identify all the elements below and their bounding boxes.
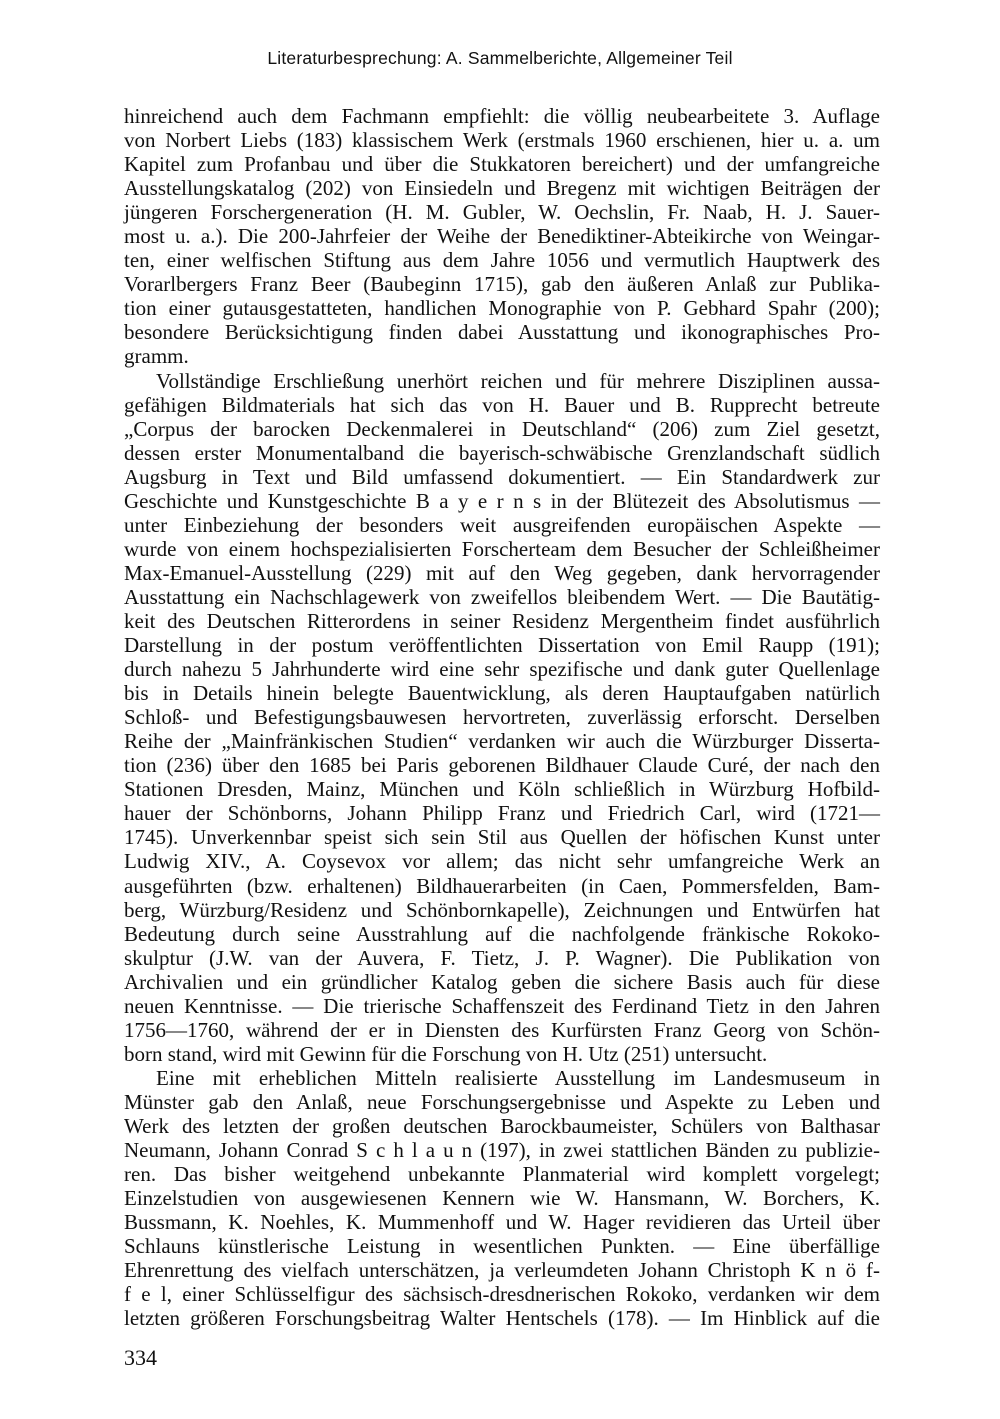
text-line: Schlauns künstlerische Leistung in wesentlichen Punkten. — Eine überfällige <box>124 1234 880 1259</box>
text-line: bis in Details hinein belegte Bauentwicklung, als deren Hauptaufgaben natürlich <box>124 681 880 706</box>
text-line: most u. a.). Die 200-Jahrfeier der Weihe der Benediktiner-Abteikirche von Weingar- <box>124 224 880 249</box>
text-line: Vollständige Erschließung unerhört reichen und für mehrere Disziplinen aussa- <box>156 368 880 393</box>
paragraph <box>124 104 880 369</box>
text-line: Reihe der „Mainfränkischen Studien“ verdanken wir auch die Würzburger Disserta- <box>124 729 880 754</box>
text-line: Vorarlbergers Franz Beer (Baubeginn 1715), gab den äußeren Anlaß zur Publika- <box>124 272 880 297</box>
text-line: Bedeutung durch seine Ausstrahlung auf die nachfolgende fränkische Rokoko- <box>124 921 880 946</box>
text-line: unter Einbeziehung der besonders weit ausgreifenden europäischen Aspekte — <box>124 512 880 537</box>
text-line: „Corpus der barocken Deckenmalerei in Deutschland“ (206) zum Ziel gesetzt, <box>124 416 880 441</box>
text-line: jüngeren Forschergeneration (H. M. Gubler, W. Oechslin, Fr. Naab, H. J. Sauer- <box>124 200 880 225</box>
text-line: hinreichend auch dem Fachmann empfiehlt: die völlig neubearbeitete 3. Auflage <box>124 104 880 128</box>
text-line: ten, einer welfischen Stiftung aus dem Jahre 1056 und vermutlich Hauptwerk des <box>124 248 880 273</box>
text-line: f e l, einer Schlüsselfigur des sächsisch-dresdnerischen Rokoko, verdanken wir dem <box>124 1282 880 1307</box>
text-line: Bussmann, K. Noehles, K. Mummenhoff und W. Hager revidieren das Urteil über <box>124 1210 880 1235</box>
text-line: Werk des letzten der großen deutschen Barockbaumeister, Schülers von Balthasar <box>124 1113 880 1138</box>
body-text <box>124 104 880 1330</box>
text-line: durch nahezu 5 Jahrhunderte wird eine sehr spezifische und dank guter Quellenlage <box>124 657 880 682</box>
text-line: Ehrenrettung des vielfach unterschätzen, ja verleumdeten Johann Christoph K n ö f- <box>124 1258 880 1283</box>
text-line: ren. Das bisher weitgehend unbekannte Planmaterial wird komplett vorgelegt; <box>124 1162 880 1187</box>
text-line: besondere Berücksichtigung finden dabei Ausstattung und ikonographisches Pro- <box>124 320 880 345</box>
text-line: 1756—1760, während der er in Diensten des Kurfürsten Franz Georg von Schön- <box>124 1017 880 1042</box>
text-line: Ausstellungskatalog (202) von Einsiedeln und Bregenz mit wichtigen Beiträgen der <box>124 176 880 201</box>
paragraph <box>124 1066 880 1331</box>
text-line: Geschichte und Kunstgeschichte B a y e r n s in der Blütezeit des Absolutismus — <box>124 488 880 513</box>
text-line: gefähigen Bildmaterials hat sich das von H. Bauer und B. Rupprecht betreute <box>124 392 880 417</box>
running-head: Literaturbesprechung: A. Sammelberichte, Allgemeiner Teil <box>267 48 733 68</box>
paragraph <box>124 369 880 1066</box>
text-line: Augsburg in Text und Bild umfassend dokumentiert. — Ein Standardwerk zur <box>124 464 880 489</box>
text-line: wurde von einem hochspezialisierten Forscherteam dem Besucher der Schleißheimer <box>124 536 880 561</box>
text-line: 1745). Unverkennbar speist sich sein Stil aus Quellen der höfischen Kunst unter <box>124 825 880 850</box>
text-line: Einzelstudien von ausgewiesenen Kennern wie W. Hansmann, W. Borchers, K. <box>124 1186 880 1211</box>
text-line: Darstellung in der postum veröffentlichten Dissertation von Emil Raupp (191); <box>124 633 880 658</box>
text-line: ausgeführten (bzw. erhaltenen) Bildhauerarbeiten (in Caen, Pommersfelden, Bam- <box>124 873 880 898</box>
text-line: letzten größeren Forschungsbeitrag Walter Hentschels (178). — Im Hinblick auf die <box>124 1306 880 1331</box>
text-line: Neumann, Johann Conrad S c h l a u n (197), in zwei stattlichen Bänden zu publizie- <box>124 1138 880 1163</box>
text-line: Eine mit erheblichen Mitteln realisierte Ausstellung im Landesmuseum in <box>156 1065 880 1090</box>
text-line: Schloß- und Befestigungsbauwesen hervortreten, zuverlässig erforscht. Derselben <box>124 705 880 730</box>
text-line: berg, Würzburg/Residenz und Schönbornkapelle), Zeichnungen und Entwürfen hat <box>124 897 880 922</box>
text-line: Kapitel zum Profanbau und über die Stukkatoren bereichert) und der umfangreiche <box>124 152 880 177</box>
text-line: Archivalien und ein gründlicher Katalog geben die sichere Basis auch für diese <box>124 969 880 994</box>
page-number: 334 <box>124 1345 157 1370</box>
text-line: tion einer gutausgestatteten, handlichen Monographie von P. Gebhard Spahr (200); <box>124 296 880 321</box>
text-line: von Norbert Liebs (183) klassischem Werk (erstmals 1960 erschienen, hier u. a. um <box>124 128 880 153</box>
text-line: keit des Deutschen Ritterordens in seiner Residenz Mergentheim findet ausführlich <box>124 608 880 633</box>
text-line: Ludwig XIV., A. Coysevox vor allem; das nicht sehr umfangreiche Werk an <box>124 849 880 874</box>
text-line: neuen Kenntnisse. — Die trierische Schaffenszeit des Ferdinand Tietz in den Jahren <box>124 993 880 1018</box>
text-line: Max-Emanuel-Ausstellung (229) mit auf den Weg gegeben, dank hervorragender <box>124 560 880 585</box>
text-line: gramm. <box>124 344 189 369</box>
text-line: born stand, wird mit Gewinn für die Forschung von H. Utz (251) untersucht. <box>124 1041 768 1066</box>
text-line: skulptur (J.W. van der Auvera, F. Tietz, J. P. Wagner). Die Publikation von <box>124 945 880 970</box>
text-line: tion (236) über den 1685 bei Paris geborenen Bildhauer Claude Curé, der nach den <box>124 753 880 778</box>
text-line: dessen erster Monumentalband die bayerisch-schwäbische Grenzlandschaft südlich <box>124 440 880 465</box>
text-line: Ausstattung ein Nachschlagewerk von zweifellos bleibendem Wert. — Die Bautätig- <box>124 584 880 609</box>
text-line: Münster gab den Anlaß, neue Forschungsergebnisse und Aspekte zu Leben und <box>124 1089 880 1114</box>
text-line: hauer der Schönborns, Johann Philipp Franz und Friedrich Carl, wird (1721— <box>124 801 880 826</box>
text-line: Stationen Dresden, Mainz, München und Köln schließlich in Würzburg Hofbild- <box>124 777 880 802</box>
